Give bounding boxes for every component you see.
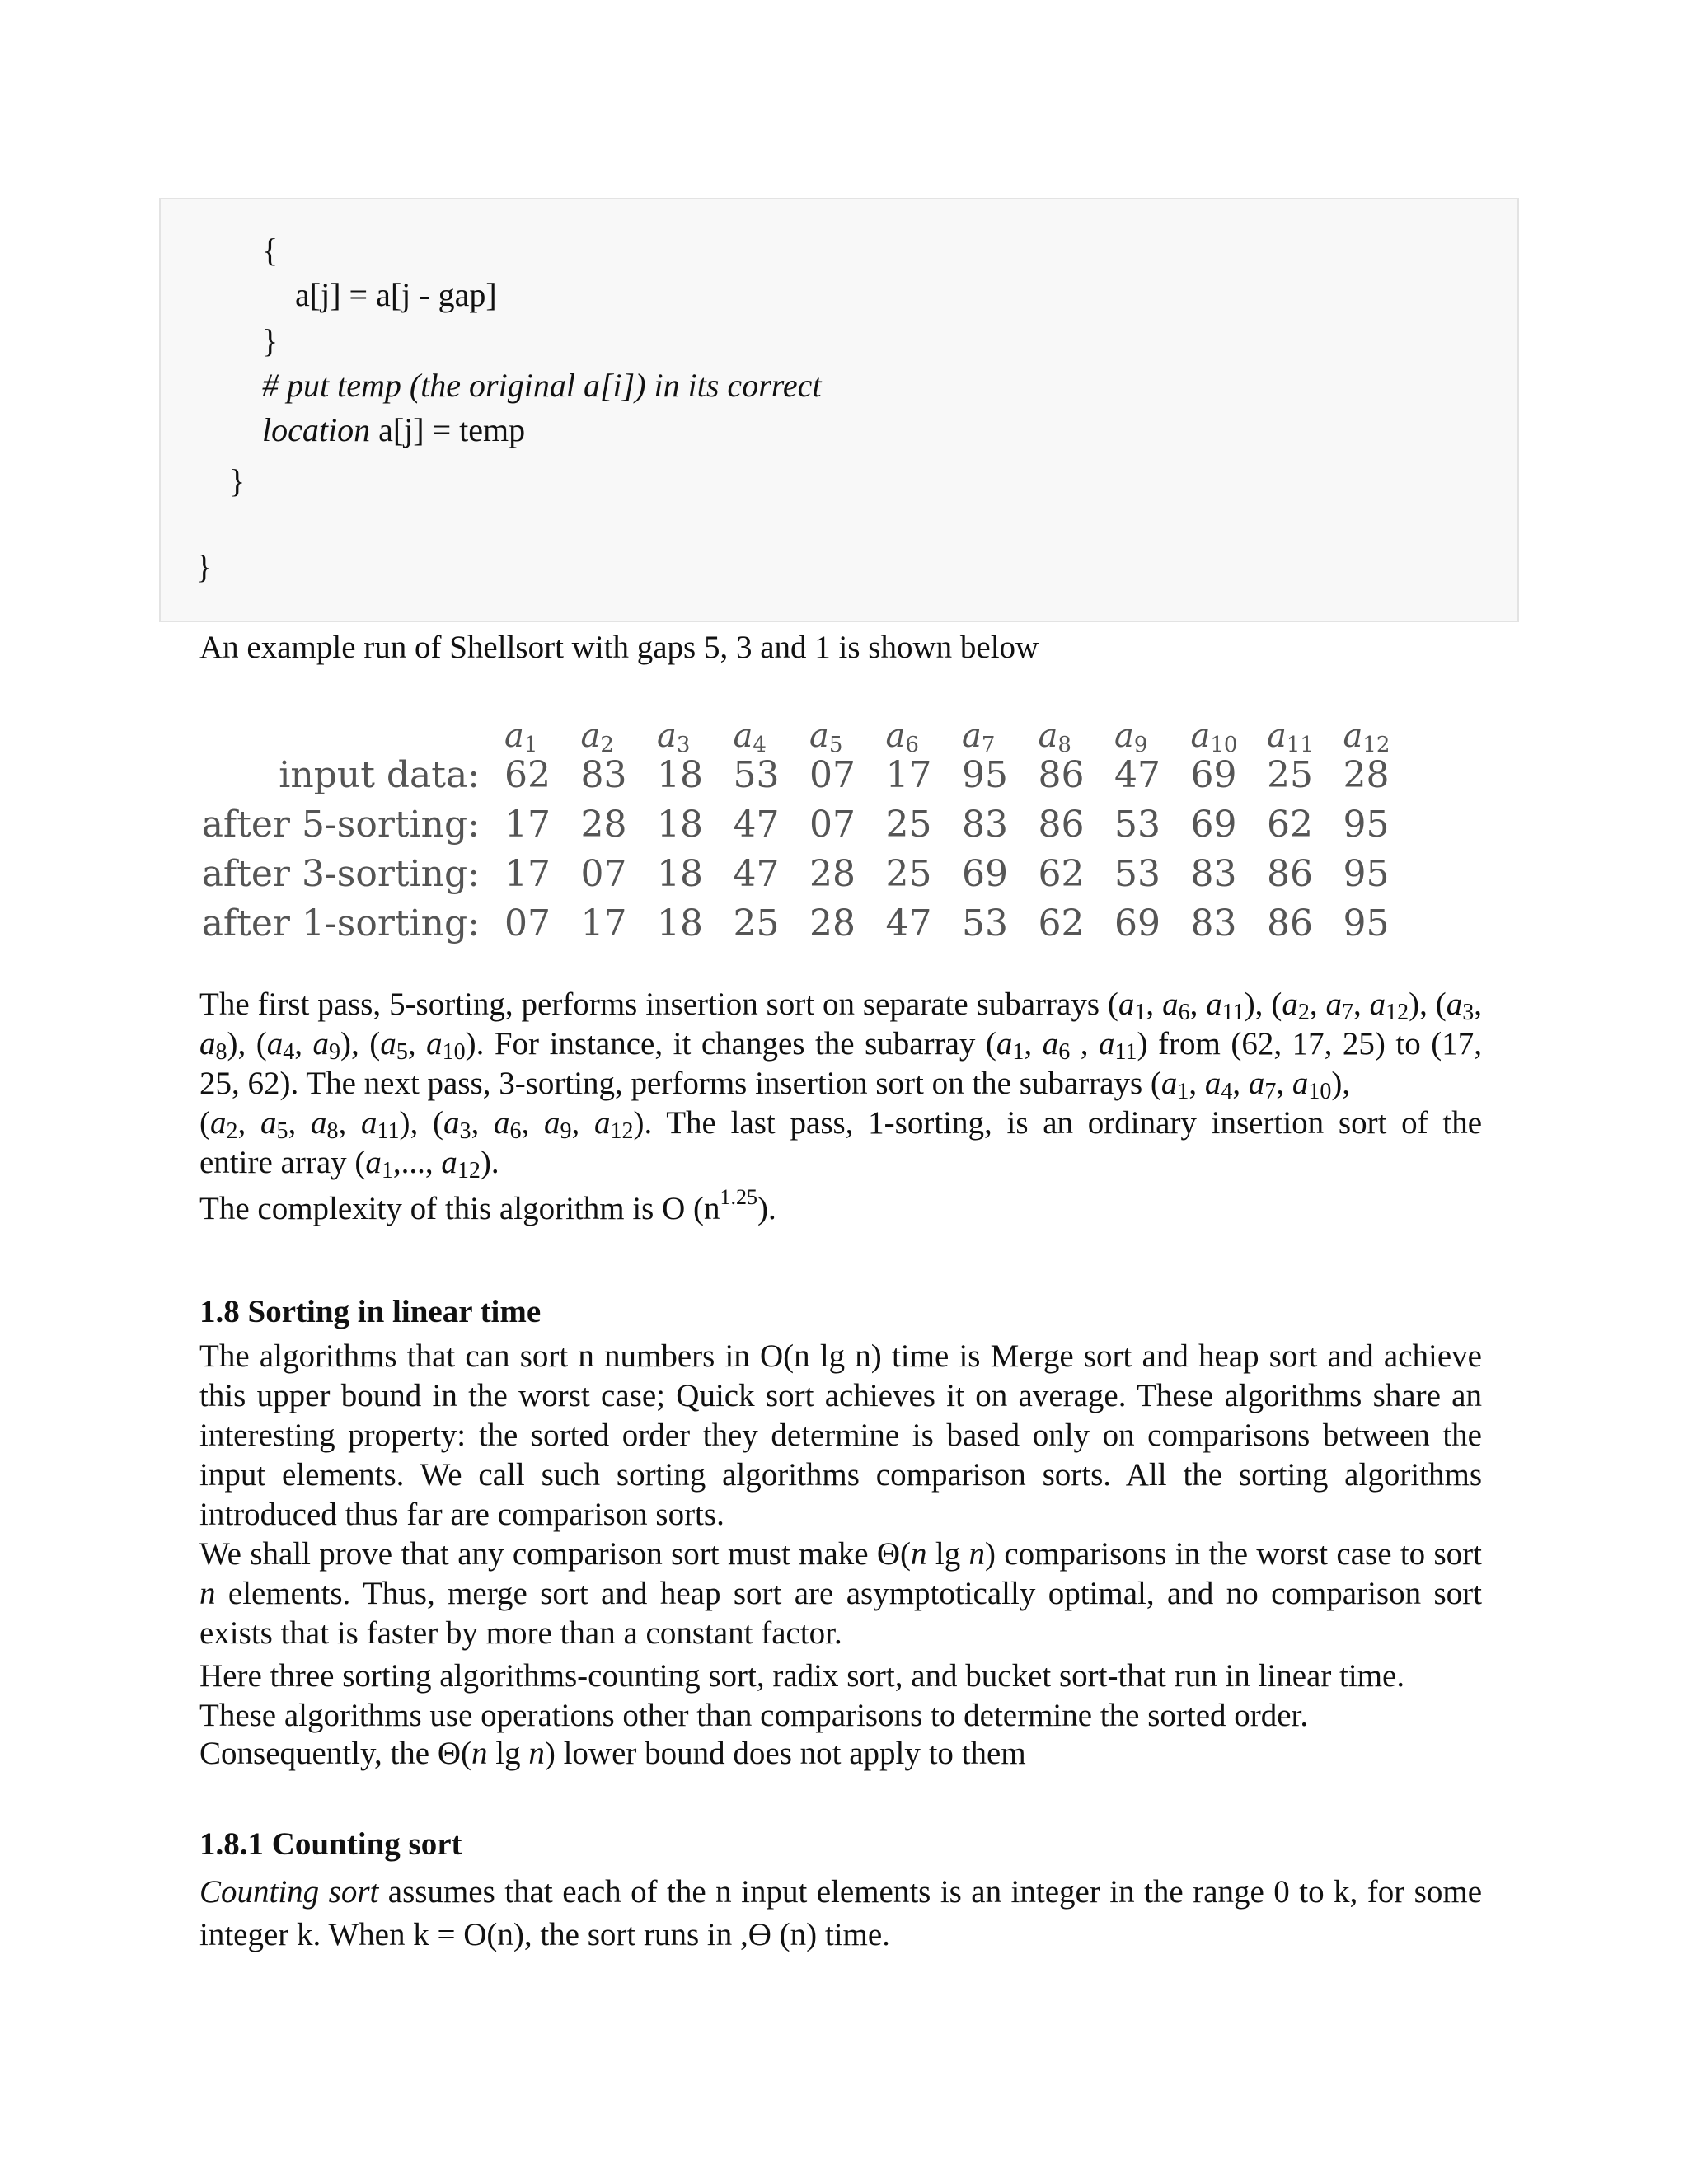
table-cell: 69 — [1114, 902, 1160, 944]
table-cell: 86 — [1038, 754, 1085, 796]
table-cell: 86 — [1267, 853, 1313, 895]
paragraph: These algorithms use operations other than comparisons to determine the sorted order. — [199, 1698, 1309, 1733]
column-header: $a_3$ — [657, 717, 691, 757]
column-header: $a_1$ — [504, 717, 538, 757]
table-cell: 47 — [733, 853, 780, 895]
column-header: $a_4$ — [733, 717, 767, 757]
paragraph: The algorithms that can sort n numbers in O(n lg n) time is Merge sort and heap sort and achieve this upper bound in the worst case; Quick sort achieves it on average. These algorithms share an interesting property: the sorted order they determine is based only on comparisons between the input elements. We call such sorting algorithms comparison sorts. All the sorting algorithms introduced thus far are comparison sorts. — [199, 1338, 1482, 1532]
shellsort-table — [198, 717, 1390, 956]
table-cell: 28 — [809, 902, 856, 944]
code-block — [159, 198, 1519, 622]
column-header: $a_2$ — [580, 717, 614, 757]
table-cell: 28 — [809, 853, 856, 895]
table-cell: 86 — [1038, 804, 1085, 846]
paragraph: We shall prove that any comparison sort must make Θ(n lg n) comparisons in the worst case to sort n elements. Thus, merge sort and heap sort are asymptotically optimal, and no comparison sort exists that is faster by more than a constant factor. — [199, 1536, 1482, 1651]
table-cell: 95 — [962, 754, 1008, 796]
column-header: $a_{12}$ — [1343, 717, 1390, 757]
table-cell: 47 — [1114, 754, 1160, 796]
section-heading: 1.8.1 Counting sort — [199, 1826, 462, 1862]
table-cell: 95 — [1343, 804, 1390, 846]
section-heading: 1.8 Sorting in linear time — [199, 1294, 542, 1329]
table-cell: 47 — [885, 902, 932, 944]
table-cell: 95 — [1343, 902, 1390, 944]
table-cell: 17 — [504, 804, 551, 846]
table-cell: 69 — [1190, 754, 1237, 796]
intro-text: An example run of Shellsort with gaps 5, 3 and 1 is shown below — [199, 630, 1039, 665]
table-cell: 69 — [1190, 804, 1237, 846]
paragraph: Here three sorting algorithms-counting sort, radix sort, and bucket sort-that run in linear time. — [199, 1658, 1405, 1694]
code-line: } — [196, 548, 213, 585]
shellsort-explanation: The first pass, 5-sorting, performs insertion sort on separate subarrays ($a_1$, $a_6$, $a_{11}$), ($a_2$, $a_7$, $a_{12}$), ($a_3$, $a_8$), ($a_4$, $a_9$), ($a_5$, $a_{10}$). For instance, it changes the subarray ($a_1$, $a_6$ , $a_{11}$) from (62, 17, 25) to (17, 25, 62). The next pass, 3-sorting, performs insertion sort on the subarrays ($a_1$, $a_4$, $a_7$, $a_{10}$), ($a_2$, $a_5$, $a_8$, $a_{11}$), ($a_3$, $a_6$, $a_9$, $a_{12}$). The last pass, 1-sorting, is an ordinary insertion sort of the entire array ($a_1$,..., $a_{12}$). The complexity of this algorithm is O $(n^{1.25})$. — [199, 987, 1483, 1226]
table-cell: 62 — [1038, 853, 1085, 895]
column-header: $a_7$ — [962, 717, 996, 757]
table-cell: 53 — [1114, 853, 1160, 895]
table-cell: 07 — [809, 754, 856, 796]
code-line: location a[j] = temp — [262, 411, 526, 448]
table-cell: 07 — [809, 804, 856, 846]
table-cell: 18 — [657, 754, 703, 796]
row-label: after 1-sorting: — [201, 902, 480, 944]
code-line: { — [262, 232, 279, 269]
column-header: $a_8$ — [1038, 717, 1071, 757]
table-cell: 83 — [1190, 902, 1237, 944]
column-header: $a_6$ — [885, 717, 919, 757]
table-cell: 18 — [657, 902, 703, 944]
column-header: $a_{11}$ — [1267, 717, 1314, 757]
paragraph: Consequently, the Θ(n lg n) lower bound does not apply to them — [199, 1736, 1026, 1771]
row-label: after 5-sorting: — [201, 804, 480, 846]
table-cell: 25 — [1267, 754, 1313, 796]
code-comment: # put temp (the original a[i]) in its correct — [262, 367, 822, 404]
table-cell: 83 — [580, 754, 627, 796]
table-cell: 25 — [885, 804, 932, 846]
table-cell: 62 — [504, 754, 551, 796]
table-cell: 07 — [580, 853, 627, 895]
table-cell: 07 — [504, 902, 551, 944]
table-cell: 86 — [1267, 902, 1313, 944]
table-cell: 83 — [962, 804, 1008, 846]
table-cell: 53 — [733, 754, 780, 796]
table-cell: 53 — [962, 902, 1008, 944]
row-label: after 3-sorting: — [201, 853, 480, 895]
table-cell: 83 — [1190, 853, 1237, 895]
code-line: } — [262, 322, 279, 359]
column-header: $a_{10}$ — [1190, 717, 1238, 757]
table-cell: 28 — [1343, 754, 1390, 796]
table-cell: 25 — [733, 902, 780, 944]
table-cell: 18 — [657, 804, 703, 846]
table-cell: 25 — [885, 853, 932, 895]
table-cell: 17 — [580, 902, 627, 944]
table-cell: 47 — [733, 804, 780, 846]
column-header: $a_5$ — [809, 717, 843, 757]
paragraph: Counting sort assumes that each of the n input elements is an integer in the range 0 to k, for some integer k. When k = O(n), the sort runs in ,Ө (n) time. — [199, 1874, 1483, 1952]
table-cell: 95 — [1343, 853, 1390, 895]
code-line: a[j] = a[j - gap] — [295, 276, 497, 313]
table-cell: 53 — [1114, 804, 1160, 846]
table-cell: 62 — [1267, 804, 1313, 846]
row-label: input data: — [279, 754, 480, 796]
code-line: } — [229, 462, 246, 499]
table-cell: 28 — [580, 804, 627, 846]
table-cell: 17 — [885, 754, 932, 796]
table-cell: 17 — [504, 853, 551, 895]
column-header: $a_9$ — [1114, 717, 1148, 757]
table-cell: 62 — [1038, 902, 1085, 944]
table-cell: 18 — [657, 853, 703, 895]
table-cell: 69 — [962, 853, 1008, 895]
